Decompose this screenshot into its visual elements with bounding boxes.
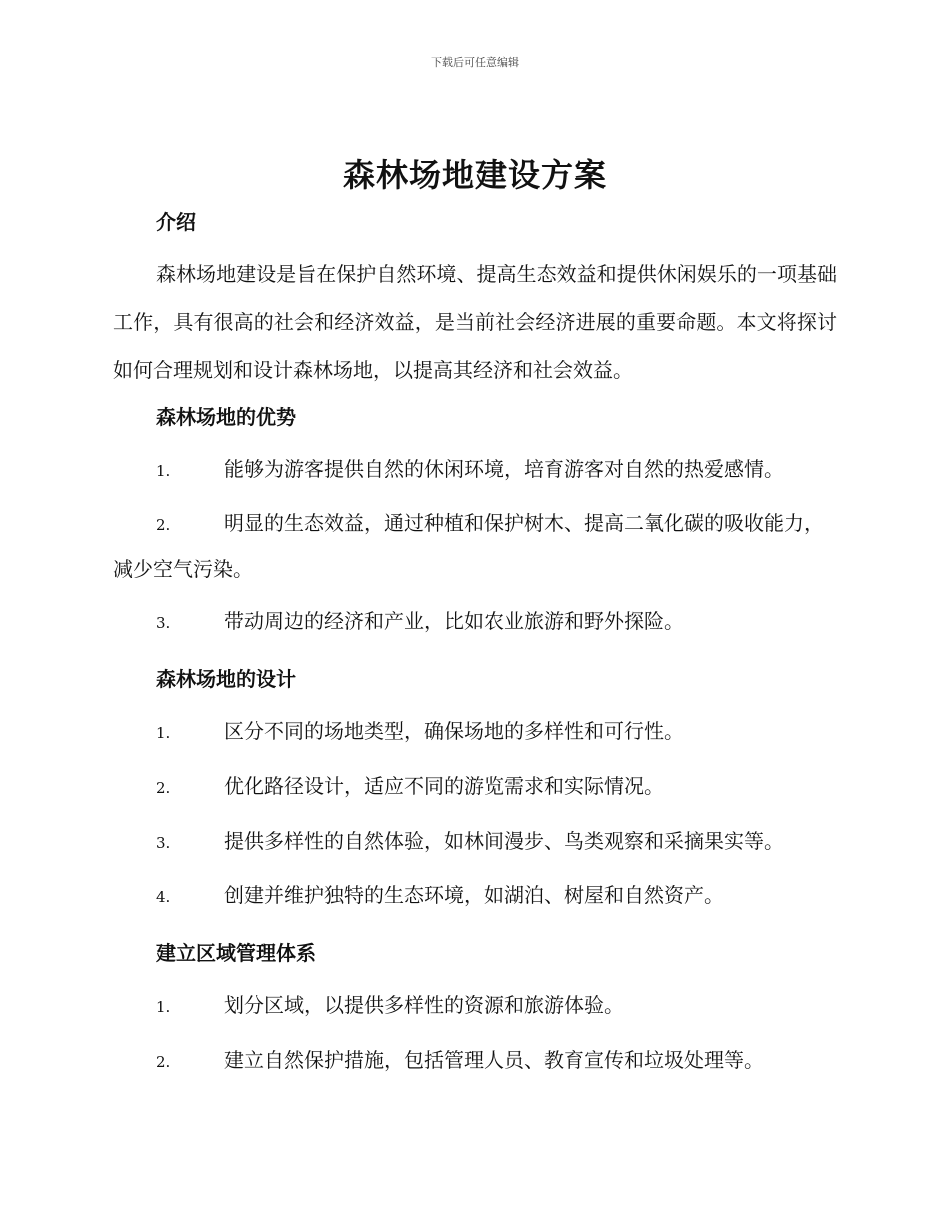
list-item-number: 1. xyxy=(156,724,171,742)
list-item-text: 建立自然保护措施，包括管理人员、教育宣传和垃圾处理等。 xyxy=(224,1048,764,1072)
list-item-text: 带动周边的经济和产业，比如农业旅游和野外探险。 xyxy=(224,609,684,633)
list-item-text: 划分区域，以提供多样性的资源和旅游体验。 xyxy=(224,993,624,1017)
list-item xyxy=(113,447,837,493)
list-item xyxy=(113,819,837,865)
list-item-text: 区分不同的场地类型，确保场地的多样性和可行性。 xyxy=(224,719,684,743)
list-item-number: 2. xyxy=(156,1053,171,1071)
list-item-number: 2. xyxy=(156,516,171,534)
list-item-text: 能够为游客提供自然的休闲环境，培育游客对自然的热爱感情。 xyxy=(224,457,784,481)
section-heading-design: 森林场地的设计 xyxy=(156,667,296,691)
list-item xyxy=(113,709,837,755)
list-item xyxy=(113,599,837,645)
intro-paragraph: 森林场地建设是旨在保护自然环境、提高生态效益和提供休闲娱乐的一项基础工作，具有很高的社会和经济效益，是当前社会经济进展的重要命题。本文将探讨如何合理规划和设计森林场地，以提高其经济和社会效益。 xyxy=(113,262,837,382)
page-header-note: 下载后可任意编辑 xyxy=(431,56,519,69)
list-item xyxy=(113,983,837,1029)
list-item-text: 明显的生态效益，通过种植和保护树木、提高二氧化碳的吸收能力，减少空气污染。 xyxy=(113,511,824,581)
list-item-number: 3. xyxy=(156,614,171,632)
list-item xyxy=(113,873,837,919)
list-item-number: 1. xyxy=(156,462,171,480)
list-item xyxy=(113,764,837,810)
section-heading-advantages: 森林场地的优势 xyxy=(156,405,296,429)
section-heading-management: 建立区域管理体系 xyxy=(156,941,316,965)
list-item-text: 提供多样性的自然体验，如林间漫步、鸟类观察和采摘果实等。 xyxy=(224,829,784,853)
list-item-number: 4. xyxy=(156,888,171,906)
list-item xyxy=(113,501,837,591)
list-item-number: 2. xyxy=(156,779,171,797)
list-item-text: 创建并维护独特的生态环境，如湖泊、树屋和自然资产。 xyxy=(224,883,724,907)
document-title: 森林场地建设方案 xyxy=(342,156,607,194)
section-heading-intro: 介绍 xyxy=(156,210,196,234)
list-item-number: 3. xyxy=(156,834,171,852)
list-item-number: 1. xyxy=(156,998,171,1016)
list-item-text: 优化路径设计，适应不同的游览需求和实际情况。 xyxy=(224,774,664,798)
list-item xyxy=(113,1038,837,1084)
